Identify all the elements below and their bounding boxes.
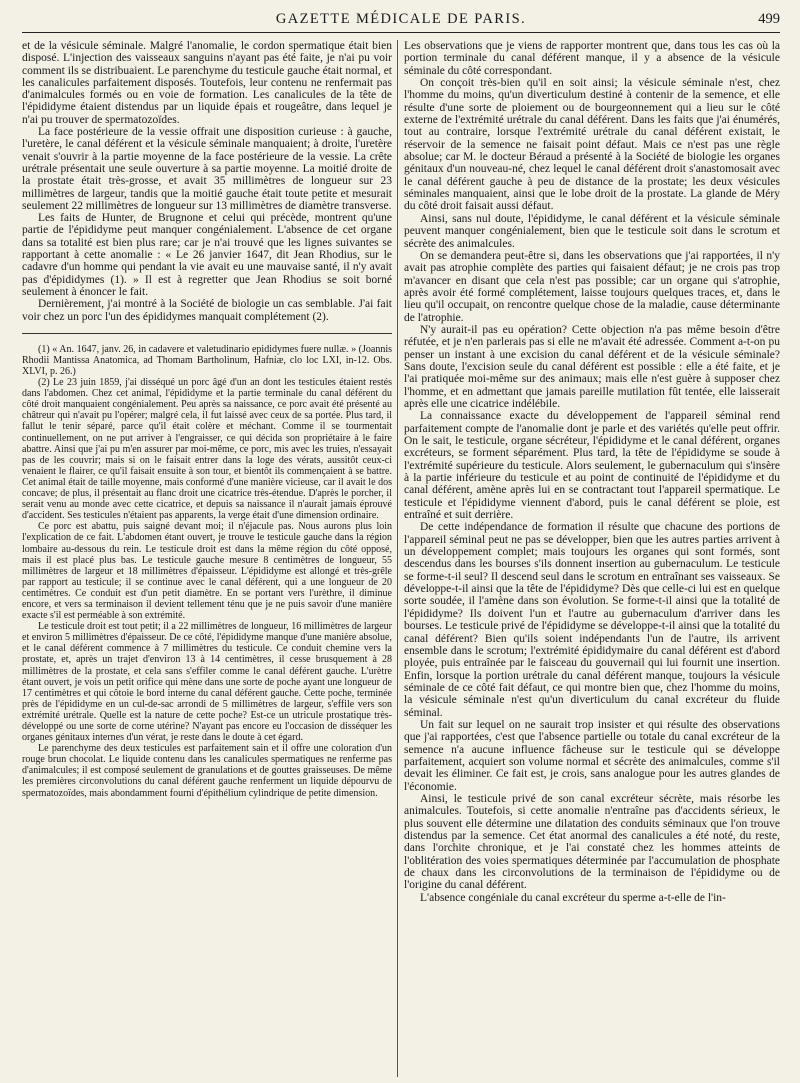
footnote: Le parenchyme des deux testicules est parfaitement sain et il offre une coloration d'un rouge brun chocolat. Le liquide contenu dans les canalicules spermatiques ne renferme pas d'animalcules; il est composé seulement de granulations et de gouttes graisseuses. De même les premières circonvolutions du canal déférent gauche renferment un liquide dépourvu de spermatozoïdes, mais abondamment fourni d'épithélium cylindrique de petite dimension. <box>22 743 392 799</box>
page-number: 499 <box>758 11 780 27</box>
header-rule <box>22 32 780 33</box>
paragraph: et de la vésicule séminale. Malgré l'anomalie, le cordon spermatique était bien disposé. L'injection des vaisseaux sanguins n'ayant pas été faite, je n'ai pu voir comment ils se distribuaient. Le parenchyme du testicule gauche était normal, et les canalicules parfaitement disposés. Toutefois, leur contenu ne renfermait pas d'animalcules formés ou en voie de formation. Les canalicules de la tête de l'épididyme étaient distendus par un liquide épais et rougeâtre, dans lequel je n'ai pu trouver de spermatozoïdes. <box>22 40 392 126</box>
footnote: (1) « An. 1647, janv. 26, in cadavere et valetudinario epididymes fuere nullæ. » (Joannis Rhodii Mantissa Anatomica, ad Thomam Bartholinum, Hafniæ, clo loc LXI, in-12. Obs. XLVI, p. 26.) <box>22 343 392 378</box>
paragraph: Ainsi, le testicule privé de son canal excréteur sécrète, mais résorbe les animalcules. Toutefois, si cette anomalie n'entraîne pas d'accidents sérieux, le plus souvent elle détermine une dilatation des conduits séminaux que l'on trouve distendus par la semence. Cet état anormal des canalicules a été noté, du reste, dans l'orchite chronique, et je l'ai constaté chez les hommes atteints de l'oblitération des voies spermatiques déterminée par l'accumulation de phosphate de chaux dans les circonvolutions de la terminaison de l'épididyme ou de l'origine du canal déférent. <box>404 792 780 892</box>
paragraph: On se demandera peut-être si, dans les observations que j'ai rapportées, il n'y avait pas atrophie complète des parties qui faisaient défaut; je ne crois pas trop m'avancer en disant que cela n'est pas possible; car un organe qui s'atrophie, après avoir été formé complétement, laisse toujours quelques traces, et, dans le lieu qu'il occupait, on rencontre quelque chose de la maladie, cause déterminante de l'atrophie. <box>404 249 780 324</box>
paragraph: La face postérieure de la vessie offrait une disposition curieuse : à gauche, l'uretère, le canal déférent et la vésicule séminale manquaient; à droite, l'uretère venait s'ouvrir à la partie moyenne de la face postérieure de la vessie. La crête urétrale présentait une seule ouverture à sa partie moyenne. La moitié droite de la prostate était très-grosse, et avait 35 millimètres de longueur sur 23 millimètres de largeur, tandis que la moitié gauche était toute petite et mesurait seulement 22 millimètres de longueur sur 13 millimètres de diamètre transverse. <box>22 126 392 212</box>
paragraph: Ainsi, sans nul doute, l'épididyme, le canal déférent et la vésicule séminale peuvent manquer congénialement, bien que le testicule soit dans le scrotum et sécrète des animalcules. <box>404 212 780 250</box>
page-header <box>22 8 780 32</box>
footnote: Le testicule droit est tout petit; il a 22 millimètres de longueur, 16 millimètres de largeur et environ 5 millimètres d'épaisseur. De ce côté, l'épididyme manque d'une manière absolue, et le canal déférent commence à 7 millimètres du testicule. Ce conduit chemine vers la prostate, et, après un trajet d'environ 13 à 14 centimètres, il cesse brusquement à 28 millimètres de la prostate, et cela sans s'effiler comme le canal déférent gauche. L'urètre étant ouvert, je vois un petit orifice qui mène dans une sorte de poche ayant une longueur de 17 centimètres et qui côtoie le bord interne du canal déférent gauche. Cette poche, terminée près de l'épididyme en un cul-de-sac arrondi de 5 millimètres de largeur, s'effile vers son extrémité urétrale. Quelle est la nature de cette poche? Est-ce un utricule prostatique très-développé ou une sorte de corne utérine? N'ayant pas encore eu l'occasion de disséquer les organes génitaux internes d'un vérat, je reste dans le doute à cet égard. <box>22 621 392 744</box>
paragraph: Dernièrement, j'ai montré à la Société de biologie un cas semblable. J'ai fait voir chez un porc l'un des épididymes manquait complétement (2). <box>22 298 392 323</box>
footnotes <box>22 344 392 799</box>
paragraph: Les observations que je viens de rapporter montrent que, dans tous les cas où la portion terminale du canal déférent manque, il y a absence de la vésicule séminale du côté correspondant. <box>404 40 780 77</box>
text-columns <box>22 40 780 1077</box>
footnote: (2) Le 23 juin 1859, j'ai disséqué un porc âgé d'un an dont les testicules étaient restés dans l'abdomen. Chez cet animal, l'épididyme et la partie terminale du canal déférent du côté droit manquaient congénialement. Peu après sa naissance, ce porc avait été présenté au châtreur qui n'avait pu l'opérer; malgré cela, il fut laissé avec ceux de sa portée. Plus tard, il fallut le tenir séparé, parce qu'il était colère et méchant. Comme il se tourmentait continuellement, on ne put arriver à l'engraisser, ce qui décida son propriétaire à le faire abattre. Ainsi que j'ai pu m'en assurer par moi-même, ce porc, mis avec les truies, n'essayait pas de les couvrir; mais si on le faisait entrer dans la loge des vérats, aussitôt ceux-ci venaient le flairer, ce qu'il faisait ensuite à son tour, et bientôt ils commençaient à se battre. Cet animal était de taille moyenne, mais conformé d'une manière vicieuse, car il avait le dos concave; de plus, il présentait au flanc droit une cicatrice très-étendue. D'après le porcher, il serait venu au monde avec cette cicatrice, et depuis sa naissance il n'aurait jamais éprouvé d'accident. Ses testicules n'étaient pas apparents, la verge était d'une dimension ordinaire. <box>22 377 392 522</box>
right-column <box>404 40 780 1077</box>
footnote-rule <box>22 333 392 334</box>
left-column <box>22 40 392 1077</box>
column-divider <box>397 40 398 1077</box>
paragraph: Les faits de Hunter, de Brugnone et celui qui précède, montrent qu'une partie de l'épididyme peut manquer congénialement. L'absence de cet organe dans sa totalité est bien plus rare; car je n'ai trouvé que les lignes suivantes se rapportant à cette anomalie : « Le 26 janvier 1647, dit Jean Rhodius, sur le cadavre d'un homme qui pendant la vie avait eu une mauvaise santé, il n'y avait pas d'épididymes (1). » Il est à regretter que Jean Rhodius se soit borné seulement à énoncer le fait. <box>22 212 392 298</box>
paragraph: L'absence congéniale du canal excréteur du sperme a-t-elle de l'in- <box>420 891 726 904</box>
paragraph: Un fait sur lequel on ne saurait trop insister et qui résulte des observations que j'ai rapportées, c'est que l'absence partielle ou totale du canal excréteur de la semence n'a aucune influence fâcheuse sur le testicule qui se développe parfaitement, acquiert son volume normal et sécrète des animalcules, comme s'il devait les éliminer. Ce fait est, je crois, sans analogue pour les autres glandes de l'économie. <box>404 718 780 793</box>
running-title: GAZETTE MÉDICALE DE PARIS. <box>275 11 527 27</box>
left-column-body <box>22 40 392 323</box>
paragraph: N'y aurait-il pas eu opération? Cette objection n'a pas même besoin d'être réfutée, et je n'en parlerais pas si elle ne m'avait été adressée. Comment a-t-on pu penser un instant à une excision du canal déférent et de la vésicule séminale? Sans doute, l'excision seule du canal déférent est possible : elle a été faite, et je l'ai pratiquée moi-même sur des animaux; mais elle n'est guère à supposer chez l'homme, et en admettant que jamais pareille mutilation fût tentée, elle laisserait après elle une cicatrice indélébile. <box>404 323 780 410</box>
paragraph: De cette indépendance de formation il résulte que chacune des portions de l'appareil séminal peut ne pas se développer, bien que les autres parties arrivent à un développement complet; mais toujours les organes qui sont formés, sont descendus dans les bourses s'ils donnent insertion au gubernaculum. Le testicule se forme-t-il seul? Il descend seul dans le scrotum en entraînant ses vaisseaux. Se développe-t-il ainsi que la tête de l'épididyme? Dès que celle-ci lui est en quelque sorte soudée, il l'amène dans son évolution. Se forme-t-il ainsi que la totalité de l'épididyme? Ils doivent l'un et l'autre au gubernaculum d'arriver dans les bourses. Le testicule privé de l'épididyme se développe-t-il ainsi que la totalité du canal déférent? Bien qu'ils soient indépendants l'un de l'autre, ils arrivent ensemble dans le scrotum; l'extrémité épididymaire du canal déférent est d'abord ployée, puis entraînée par le faisceau du gouvernail qui lui fournit une insertion. Enfin, lorsque la portion urétrale du canal déférent manque, toujours la vésicule séminale de ce côté fait défaut, ce qui montre bien que, chez l'homme du moins, la vésicule séminale n'est qu'un diverticulum du canal excréteur du fluide séminal. <box>404 521 780 719</box>
paragraph: On conçoit très-bien qu'il en soit ainsi; la vésicule séminale n'est, chez l'homme du moins, qu'un diverticulum destiné à contenir de la semence, et elle résulte d'une sorte de ploiement ou de bourgeonnement qui a lieu sur le côté externe de l'extrémité urétrale du canal déférent. Dans les faits que j'ai énumérés, tout au contraire, lorsque l'extrémité urétrale du canal déférent existait, le réservoir de la semence ne faisait point défaut. Mais ce n'est pas une règle absolue; car M. le docteur Béraud a présenté à la Société de biologie les organes génitaux d'un nouveau-né, chez lequel le canal déférent droit s'anastomosait avec le canal déférent gauche à peu de distance de la prostate; les deux vésicules séminales manquaient, ainsi que le lobe droit de la prostate. La glande de Méry du côté droit faisait aussi défaut. <box>404 77 780 213</box>
footnote: Ce porc est abattu, puis saigné devant moi; il n'éjacule pas. Nous aurons plus loin l'explication de ce fait. L'abdomen étant ouvert, je trouve le testicule gauche dans la région lombaire au-dessous du rein. Le testicule droit est dans la même région du côté opposé, mais il est placé plus bas. Le testicule gauche mesure 8 centimètres de longueur, 55 millimètres de largeur et 18 millimètres d'épaisseur. L'épididyme est allongé et très-grêle par rapport au testicule; il se continue avec le canal déférent, qui a une longueur de 20 centimètres. Ce conduit est d'un petit diamètre. En se portant vers l'urèthre, il diminue encore, et vers sa terminaison il devient tellement ténu que je ne puis savoir d'une manière exacte s'il est perméable à son extrémité. <box>22 521 392 622</box>
paragraph: La connaissance exacte du développement de l'appareil séminal rend parfaitement compte de l'anomalie dont je parle et des variétés qu'elle peut offrir. On le sait, le testicule, organe sécréteur, l'épididyme et le canal déférent, organes excréteurs, se forment séparément. Plus tard, la tête de l'épididyme se soude à l'extrémité supérieure du testicule. Alors seulement, le gubernaculum qui s'insère à la partie inférieure du testicule et au point de continuité de l'épididyme et du canal déférent, amène après lui en se contractant tout l'appareil spermatique. Le testicule et l'épididyme viennent d'abord, puis le canal déférent se ploie, est entraîné et suit derrière. <box>404 410 780 522</box>
